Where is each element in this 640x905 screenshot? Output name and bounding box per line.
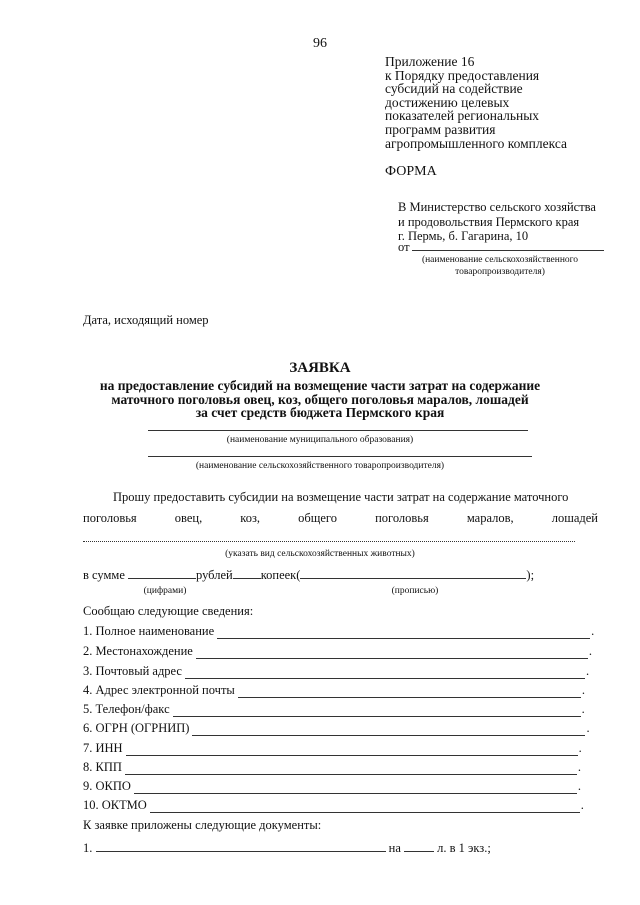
sum-words-blank[interactable] [300,567,526,579]
appendix-line: к Порядку предоставления [385,67,540,83]
on-label: на [388,841,401,855]
document-title: ЗАЯВКА [289,360,351,376]
request-word: овец, [174,511,203,525]
info-lead: Сообщаю следующие сведения: [83,604,254,618]
field-label: 6. ОГРН (ОГРНИП) [83,721,190,735]
hint-line: (наименование сельскохозяйственного [421,255,579,265]
hint-line: товаропроизводителя) [455,267,545,277]
field-oktmo: 10. ОКТМО . [83,798,584,812]
document-name-blank[interactable] [96,840,386,852]
location-input[interactable] [196,647,588,659]
oktmo-input[interactable] [150,801,580,813]
sum-prefix: в сумме [83,568,125,582]
addressee-line: и продовольствия Пермского края [398,214,580,229]
appendix-note [385,55,567,150]
okpo-input[interactable] [134,782,577,794]
request-word: общего [298,511,337,525]
field-label: 5. Телефон/факс [83,702,170,716]
subtitle-line: за счет средств бюджета Пермского края [195,405,445,420]
kopecks-label: копеек( [260,568,301,582]
producer-blank[interactable] [148,456,532,457]
request-word: коз, [240,511,261,525]
rubles-label: рублей [196,568,233,582]
ogrn-input[interactable] [192,724,585,736]
field-label: 7. ИНН [83,741,123,755]
addressee-block [398,200,596,244]
appendix-line: показателей региональных [385,108,540,124]
producer-name-blank[interactable] [412,238,604,251]
kopecks-blank[interactable] [233,567,261,579]
subtitle-line: маточного поголовья овец, коз, общего поголовья маралов, лошадей [111,391,529,407]
field-label: 8. КПП [83,760,122,774]
request-word: поголовья [83,511,137,525]
producer-name-hint [400,254,600,278]
attached-lead: К заявке приложены следующие документы: [83,818,322,832]
appendix-line: Приложение 16 [385,54,475,69]
request-line: Прошу предоставить субсидии на возмещение части затрат на содержание маточного [113,490,569,504]
sheets-label: л. в 1 экз.; [437,841,491,855]
appendix-line: достижению целевых [385,94,510,110]
animal-type-hint: (указать вид сельскохозяйственных животных) [225,549,415,559]
words-hint: (прописью) [391,586,439,596]
field-label: 10. ОКТМО [83,798,147,812]
municipality-hint: (наименование муниципального образования) [226,435,414,445]
digits-hint: (цифрами) [143,586,187,596]
appendix-line: программ развития [385,121,496,137]
subtitle-line: на предоставление субсидий на возмещение части затрат на содержание [99,378,541,393]
field-email: 4. Адрес электронной почты . [83,683,585,697]
addressee-line: В Министерство сельского хозяйства [398,200,596,214]
kpp-input[interactable] [125,763,577,775]
email-input[interactable] [238,686,581,698]
field-label: 9. ОКПО [83,779,131,793]
field-inn: 7. ИНН . [83,741,582,755]
appendix-line: агропромышленного комплекса [385,135,567,151]
request-word: лошадей [551,511,598,525]
from-label: от [398,240,410,254]
rubles-blank[interactable] [128,567,196,579]
request-line-words [83,511,598,526]
sheets-count-blank[interactable] [404,840,434,852]
inn-input[interactable] [126,744,578,756]
field-full-name: 1. Полное наименование . [83,624,595,638]
full-name-input[interactable] [217,627,590,639]
sum-suffix: ); [526,568,535,582]
field-label: 4. Адрес электронной почты [83,683,235,697]
field-label: 1. Полное наименование [83,624,215,638]
producer-hint: (наименование сельскохозяйственного товаропроизводителя) [195,461,445,471]
appendix-line: субсидий на содействие [385,81,523,97]
phone-fax-input[interactable] [173,705,581,717]
field-label: 2. Местонахождение [83,644,193,658]
field-ogrn: 6. ОГРН (ОГРНИП) . [83,721,590,735]
form-label: ФОРМА [385,164,437,179]
municipality-blank[interactable] [148,430,528,431]
from-line [398,238,604,255]
request-paragraph [83,490,598,526]
request-word: поголовья [375,511,429,525]
postal-address-input[interactable] [185,667,585,679]
animal-type-blank[interactable] [83,541,575,542]
field-okpo: 9. ОКПО . [83,779,582,793]
field-phone-fax: 5. Телефон/факс . [83,702,585,716]
document-subtitle [60,379,580,420]
field-location: 2. Местонахождение . [83,644,592,658]
request-word: маралов, [466,511,514,525]
field-label: 3. Почтовый адрес [83,664,182,678]
date-number-label: Дата, исходящий номер [83,313,209,327]
page-number: 96 [313,36,327,51]
document-number: 1. [83,841,93,855]
field-kpp: 8. КПП . [83,760,582,774]
addressee-line: г. Пермь, б. Гагарина, 10 [398,229,529,243]
sum-line [83,567,534,583]
document-line [83,840,491,856]
field-postal-address: 3. Почтовый адрес . [83,664,590,678]
